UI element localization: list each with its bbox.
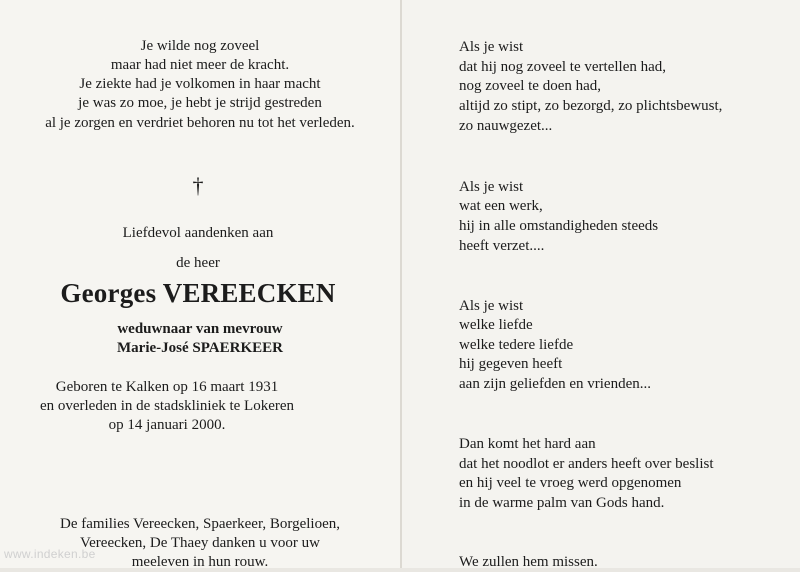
spouse-line-2: Marie-José SPAERKEER <box>117 340 283 356</box>
poem-right-stanza-3-line-4: hij gegeven heeft <box>459 356 563 372</box>
watermark: www.indeken.be <box>4 547 96 561</box>
poem-right-stanza-4-line-3: en hij veel te vroeg werd opgenomen <box>459 475 682 491</box>
poem-right-stanza-1-line-2: dat hij nog zoveel te vertellen had, <box>459 59 667 75</box>
poem-left-line-2: maar had niet meer de kracht. <box>110 57 290 73</box>
poem-right-stanza-4-line-1: Dan komt het hard aan <box>459 436 596 452</box>
poem-right-stanza-1-line-3: nog zoveel te doen had, <box>459 78 602 94</box>
poem-right-stanza-2-line-3: hij in alle omstandigheden steeds <box>459 218 659 234</box>
poem-right-stanza-2-line-1: Als je wist <box>459 179 524 195</box>
poem-right-stanza-3-line-1: Als je wist <box>459 298 524 314</box>
thanks-line-2: Vereecken, De Thaey danken u voor uw <box>79 535 321 551</box>
poem-right-stanza-2-line-4: heeft verzet.... <box>459 238 545 254</box>
left-page <box>0 0 400 568</box>
intro-line-2: de heer <box>176 255 220 271</box>
right-page <box>402 0 800 568</box>
life-dates-line-2: en overleden in de stadskliniek te Lokeren <box>39 398 295 414</box>
poem-right-stanza-5-line-1: We zullen hem missen. <box>459 554 598 570</box>
poem-right-stanza-4-line-4: in de warme palm van Gods hand. <box>459 495 665 511</box>
poem-left-line-5: al je zorgen en verdriet behoren nu tot het verleden. <box>45 115 355 131</box>
poem-left-line-1: Je wilde nog zoveel <box>140 38 260 54</box>
poem-right-stanza-1-line-5: zo nauwgezet... <box>459 118 553 134</box>
poem-left-line-4: je was zo moe, je hebt je strijd gestreden <box>78 95 322 111</box>
deceased-name: Georges VEREECKEN <box>60 278 336 308</box>
thanks-line-3: meeleven in hun rouw. <box>131 554 269 570</box>
spouse-line-1: weduwnaar van mevrouw <box>117 321 283 337</box>
life-dates-line-3: op 14 januari 2000. <box>108 417 226 433</box>
poem-right-stanza-1-line-1: Als je wist <box>459 39 524 55</box>
poem-right-stanza-4-line-2: dat het noodlot er anders heeft over beslist <box>459 456 714 472</box>
life-dates-line-1: Geboren te Kalken op 16 maart 1931 <box>55 379 279 395</box>
poem-left-line-3: Je ziekte had je volkomen in haar macht <box>79 76 321 92</box>
thanks-line-1: De families Vereecken, Spaerkeer, Borgelioen, <box>60 516 340 532</box>
poem-right-stanza-2-line-2: wat een werk, <box>459 198 543 214</box>
poem-right-stanza-3-line-3: welke tedere liefde <box>459 337 574 353</box>
poem-right-stanza-3-line-2: welke liefde <box>459 317 533 333</box>
intro-line-1: Liefdevol aandenken aan <box>122 225 274 241</box>
cross-icon: † <box>192 173 204 198</box>
poem-right-stanza-1-line-4: altijd zo stipt, zo bezorgd, zo plichtsbewust, <box>459 98 723 114</box>
poem-right-stanza-3-line-5: aan zijn geliefden en vrienden... <box>459 376 651 392</box>
